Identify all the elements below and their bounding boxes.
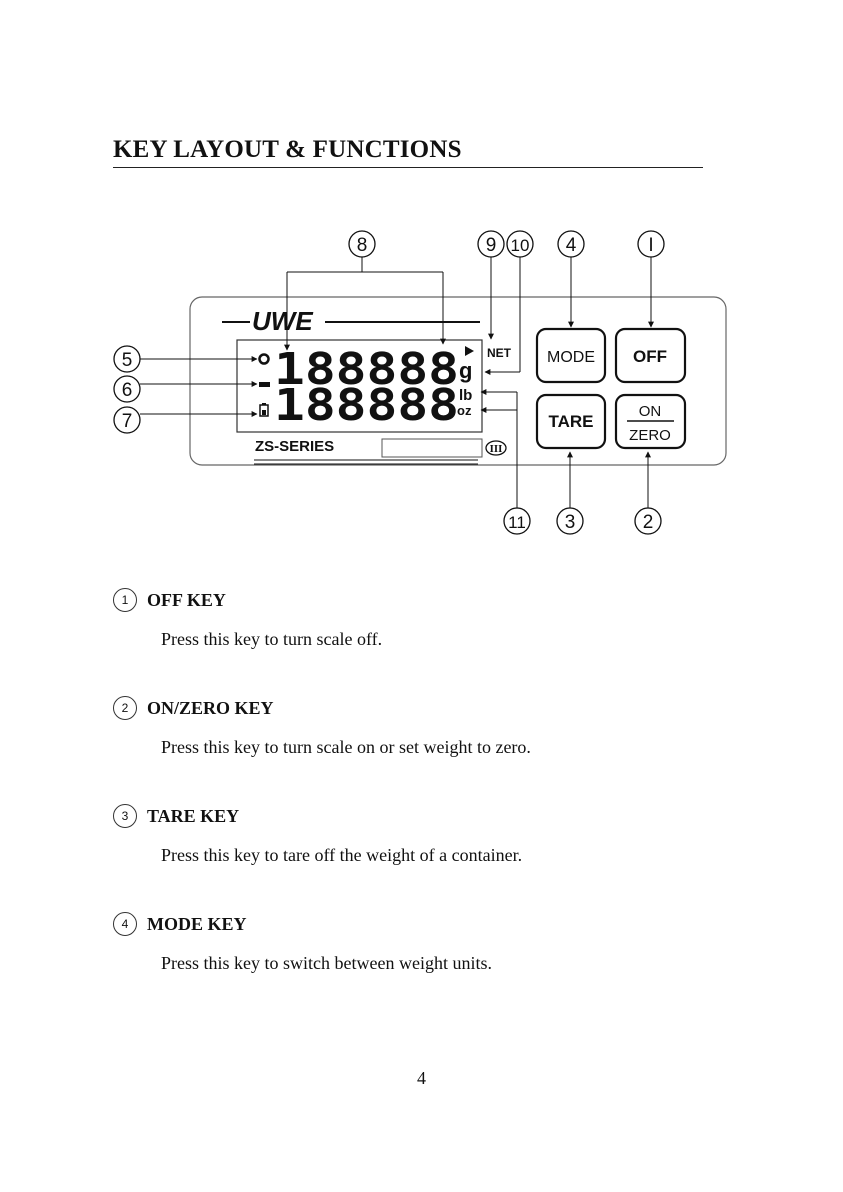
on-zero-button[interactable]: [616, 395, 685, 448]
series-label: ZS-SERIES: [255, 438, 335, 455]
svg-text:8: 8: [356, 235, 368, 256]
key-layout-diagram: [0, 0, 843, 560]
callout-6: [114, 376, 140, 402]
page-number: 4: [417, 1068, 426, 1088]
callout-1: [638, 231, 664, 257]
callout-5: [114, 346, 140, 372]
svg-text:5: 5: [121, 350, 133, 371]
mode-key-title: MODE KEY: [147, 913, 247, 934]
unit-g: g: [459, 358, 473, 383]
callout-2: [635, 508, 661, 534]
svg-text:ZERO: ZERO: [629, 427, 671, 444]
svg-text:MODE: MODE: [547, 349, 595, 366]
svg-text:III: III: [489, 445, 503, 455]
callout-11: [504, 508, 530, 534]
svg-text:OFF: OFF: [633, 347, 667, 366]
key-number-1: 1: [113, 588, 137, 612]
tare-button[interactable]: [537, 395, 605, 448]
off-button[interactable]: [616, 329, 685, 382]
callout-4: [558, 231, 584, 257]
callout-7: [114, 407, 140, 433]
callout-3: [557, 508, 583, 534]
mode-key-section: [113, 912, 492, 974]
mode-button[interactable]: [537, 329, 605, 382]
unit-lb: lb: [459, 387, 473, 404]
key-number-4: 4: [113, 912, 137, 936]
key-number-2: 2: [113, 696, 137, 720]
callout-8: [349, 231, 375, 257]
off-key-section: [113, 588, 382, 650]
svg-text:11: 11: [508, 513, 526, 532]
svg-text:7: 7: [121, 411, 133, 432]
net-indicator: NET: [487, 346, 511, 360]
svg-text:3: 3: [564, 512, 576, 533]
svg-text:2: 2: [642, 512, 654, 533]
svg-text:TARE: TARE: [548, 412, 594, 431]
mode-key-description: Press this key to switch between weight units.: [161, 953, 492, 973]
on-zero-key-description: Press this key to turn scale on or set weight to zero.: [161, 737, 531, 757]
svg-text:9: 9: [485, 235, 497, 256]
key-number-3: 3: [113, 804, 137, 828]
brand-logo: UWE: [252, 306, 313, 336]
svg-text:10: 10: [510, 236, 530, 255]
lcd-digits-bottom: 188888: [274, 380, 459, 431]
callout-10: [507, 231, 533, 257]
unit-oz: oz: [457, 403, 472, 418]
svg-text:4: 4: [565, 235, 577, 256]
tare-key-section: [113, 804, 522, 866]
tare-key-description: Press this key to tare off the weight of a container.: [161, 845, 523, 865]
off-key-description: Press this key to turn scale off.: [161, 629, 383, 649]
callout-9: [478, 231, 504, 257]
svg-text:I: I: [648, 235, 654, 256]
off-key-title: OFF KEY: [147, 589, 226, 610]
svg-text:ON: ON: [638, 403, 662, 420]
svg-text:6: 6: [121, 380, 133, 401]
lcd-digits-top: 188888: [274, 344, 459, 395]
minus-indicator-icon: [259, 382, 270, 387]
on-zero-key-section: [113, 696, 531, 758]
on-zero-key-title: ON/ZERO KEY: [147, 697, 274, 718]
page-title: KEY LAYOUT & FUNCTIONS: [113, 136, 462, 163]
tare-key-title: TARE KEY: [147, 805, 240, 826]
